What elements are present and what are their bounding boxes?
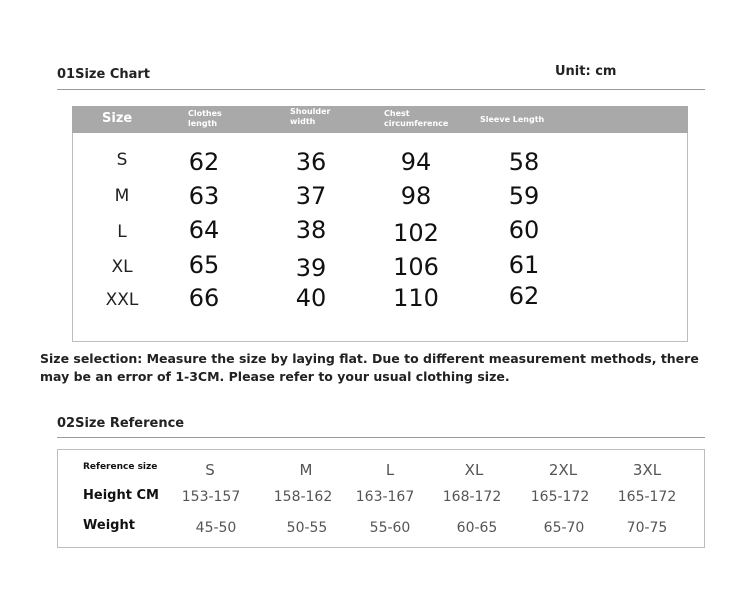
height-cell: 165-172 bbox=[530, 489, 590, 505]
ref-size-s: S bbox=[205, 461, 215, 479]
header-shoulder-width: Shoulder width bbox=[290, 107, 331, 126]
value-cell: 62 bbox=[508, 282, 540, 310]
weight-cell: 65-70 bbox=[543, 520, 585, 536]
weight-cell: 45-50 bbox=[195, 520, 237, 536]
height-cell: 163-167 bbox=[355, 489, 415, 505]
header-clothes-length: Clothes length bbox=[188, 109, 222, 128]
value-cell: 58 bbox=[508, 148, 540, 176]
weight-cell: 55-60 bbox=[369, 520, 411, 536]
ref-size-3xl: 3XL bbox=[632, 461, 662, 479]
size-label-xxl: XXL bbox=[105, 290, 139, 310]
size-label-m: M bbox=[114, 186, 130, 206]
unit-label: Unit: cm bbox=[555, 64, 617, 79]
weight-cell: 50-55 bbox=[286, 520, 328, 536]
ref-size-m: M bbox=[299, 461, 313, 479]
size-selection-note: Size selection: Measure the size by laying flat. Due to different measurement methods, there may be an error of 1-3CM. Please refer to your usual clothing size. bbox=[40, 351, 699, 384]
value-cell: 63 bbox=[188, 182, 220, 210]
value-cell: 106 bbox=[393, 253, 439, 281]
size-label-xl: XL bbox=[111, 257, 133, 277]
value-cell: 39 bbox=[295, 254, 327, 282]
value-cell: 38 bbox=[295, 216, 327, 244]
value-cell: 66 bbox=[188, 284, 220, 312]
size-chart-divider bbox=[57, 89, 705, 90]
size-reference-divider bbox=[57, 437, 705, 438]
height-cell: 165-172 bbox=[617, 489, 677, 505]
header-size: Size bbox=[102, 111, 133, 126]
ref-size-l: L bbox=[385, 461, 395, 479]
header-chest-circumference: Chest circumference bbox=[384, 109, 449, 128]
value-cell: 65 bbox=[188, 251, 220, 279]
value-cell: 40 bbox=[295, 284, 327, 312]
value-cell: 59 bbox=[508, 182, 540, 210]
header-sleeve-length: Sleeve Length bbox=[480, 115, 545, 124]
value-cell: 64 bbox=[188, 216, 220, 244]
value-cell: 62 bbox=[188, 148, 220, 176]
weight-cell: 70-75 bbox=[626, 520, 668, 536]
value-cell: 98 bbox=[400, 182, 432, 210]
value-cell: 61 bbox=[508, 251, 540, 279]
size-label-s: S bbox=[116, 150, 128, 170]
size-label-l: L bbox=[117, 222, 127, 242]
weight-cell: 60-65 bbox=[456, 520, 498, 536]
height-cell: 158-162 bbox=[273, 489, 333, 505]
size-chart-title: 01Size Chart bbox=[57, 67, 151, 82]
value-cell: 60 bbox=[508, 216, 540, 244]
height-cell: 153-157 bbox=[181, 489, 241, 505]
size-reference-title: 02Size Reference bbox=[57, 416, 185, 431]
value-cell: 102 bbox=[393, 219, 439, 247]
size-chart-table bbox=[72, 106, 688, 342]
value-cell: 94 bbox=[400, 148, 432, 176]
height-label: Height CM bbox=[83, 488, 159, 503]
size-chart-header bbox=[72, 106, 688, 133]
value-cell: 110 bbox=[393, 284, 439, 312]
weight-label: Weight bbox=[83, 518, 135, 533]
value-cell: 36 bbox=[295, 148, 327, 176]
ref-size-2xl: 2XL bbox=[548, 461, 578, 479]
ref-size-xl: XL bbox=[464, 461, 484, 479]
value-cell: 37 bbox=[295, 182, 327, 210]
height-cell: 168-172 bbox=[442, 489, 502, 505]
reference-size-label: Reference size bbox=[83, 462, 158, 472]
